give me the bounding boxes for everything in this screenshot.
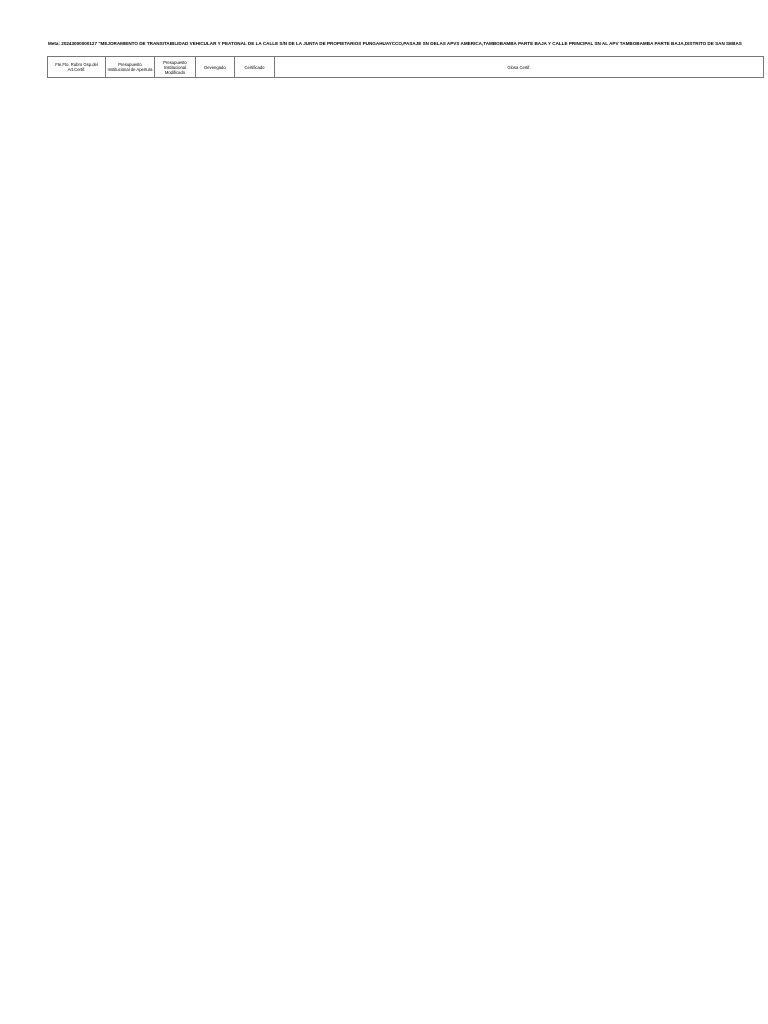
header-pia: Presupuesto Institucional de Apertura: [106, 57, 155, 78]
header-glosa: Glosa Certif.: [275, 57, 764, 78]
meta-title: Meta: 20243000000127 "MEJORAMIENTO DE TRANSITABILIDAD VEHICULAR Y PEATONAL DE LA CALLE S/N DE LA JUNTA DE PROPIETARIOS PUNGAHUAYCCO,PASAJE SN DELAS APVS AMERICA,TAMBOBAMBA PARTE BAJA Y CALLE PRINCIPAL SN AL APV TAMBOBAMBA PARTE BAJA,DISTRITO DE SAN SEBAS: [48, 41, 742, 46]
budget-table: [47, 56, 764, 78]
header-pim: Presupuesto Institucional Modificado: [155, 57, 196, 78]
header-certificado: Certificado: [235, 57, 275, 78]
header-devengado: Devengado: [196, 57, 235, 78]
header-rubro: Fte.Fto. Rubro Gsp.del Art.Certif.: [48, 57, 106, 78]
table-header-row: [48, 57, 764, 78]
